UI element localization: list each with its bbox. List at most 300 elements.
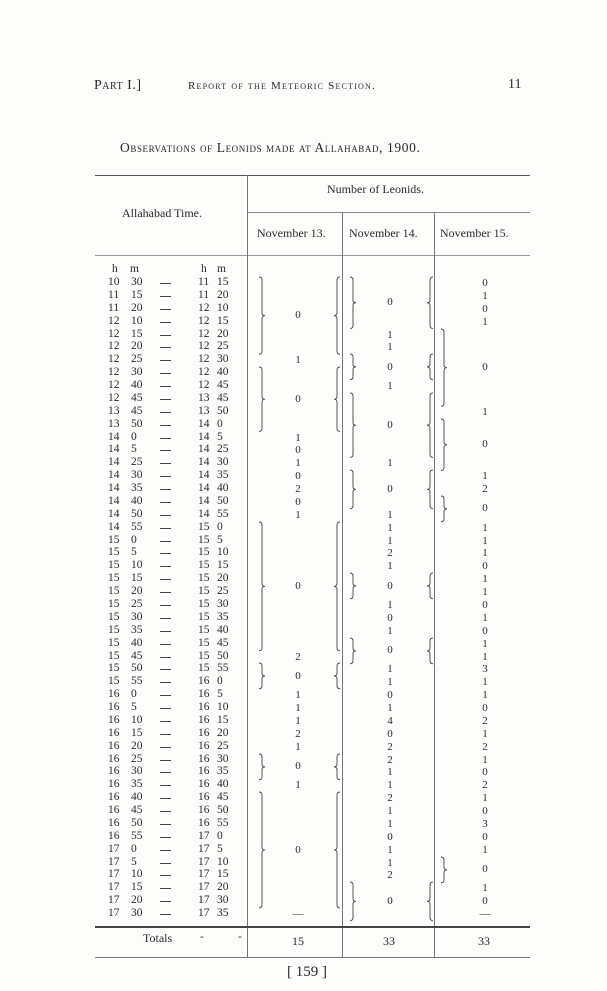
count-cell: 2 [387, 869, 393, 882]
count-cell: — [479, 908, 491, 921]
time-from-hour: 12 [108, 391, 120, 404]
totals-label: Totals [143, 931, 173, 945]
time-to-minute: 20 [217, 572, 229, 585]
brace-left-icon [349, 354, 357, 380]
time-from-hour: 12 [108, 340, 120, 353]
time-to-minute: 25 [217, 585, 229, 598]
count-cell: 1 [387, 779, 393, 792]
time-from-hour: 14 [108, 430, 120, 443]
time-dash [160, 695, 171, 696]
count-cell: 2 [387, 753, 393, 766]
count-cell: 1 [387, 341, 393, 354]
count-cell: 0 [482, 805, 488, 818]
count-cell: 1 [387, 560, 393, 573]
brace-left-icon [440, 496, 448, 522]
column-divider-13-14 [342, 212, 343, 957]
time-from-hour: 14 [108, 482, 120, 495]
time-to-minute: 25 [217, 739, 229, 752]
time-to-hour: 15 [198, 533, 210, 546]
unit-h-to: h [201, 263, 207, 275]
time-to-hour: 17 [198, 855, 210, 868]
time-from-hour: 10 [108, 276, 120, 288]
time-dash [160, 618, 171, 619]
count-cell: 1 [295, 689, 301, 702]
brace-right-icon [426, 573, 434, 599]
time-from-hour: 16 [108, 804, 120, 817]
count-cell: 0 [482, 766, 488, 779]
table-title: Observations of Leonids made at Allahabad, 1900. [120, 140, 421, 155]
time-dash [160, 863, 171, 864]
time-to-hour: 12 [198, 327, 210, 340]
count-cell: 0 [387, 360, 393, 373]
time-dash [160, 760, 171, 761]
header-time: Allahabad Time. [122, 206, 202, 220]
time-from-hour: 12 [108, 353, 120, 366]
count-cell: 1 [482, 289, 488, 302]
time-from-minute: 5 [131, 443, 137, 456]
time-from-hour: 17 [108, 868, 120, 881]
time-from-minute: 40 [131, 379, 143, 392]
time-from-minute: 45 [131, 804, 143, 817]
time-to-hour: 12 [198, 340, 210, 353]
header-group-rule [247, 212, 530, 213]
count-cell: 1 [387, 766, 393, 779]
time-from-hour: 17 [108, 855, 120, 868]
count-cell: 1 [482, 792, 488, 805]
time-from-minute: 30 [131, 276, 143, 288]
time-to-hour: 14 [198, 482, 210, 495]
brace-left-icon [349, 393, 357, 457]
time-to-hour: 16 [198, 726, 210, 739]
time-from-minute: 10 [131, 868, 143, 881]
time-to-hour: 15 [198, 585, 210, 598]
count-cell: 3 [482, 663, 488, 676]
time-to-minute: 10 [217, 301, 229, 314]
time-to-hour: 16 [198, 713, 210, 726]
brace-left-icon [349, 277, 357, 329]
count-cell: 0 [387, 895, 393, 908]
brace-right-icon [426, 638, 434, 664]
time-from-hour: 14 [108, 469, 120, 482]
time-to-hour: 15 [198, 649, 210, 662]
time-from-minute: 35 [131, 623, 143, 636]
count-cell: 0 [387, 579, 393, 592]
time-from-hour: 11 [108, 288, 120, 301]
time-to-hour: 16 [198, 778, 210, 791]
time-dash [160, 399, 171, 400]
time-to-minute: 15 [217, 868, 229, 881]
time-dash [160, 657, 171, 658]
time-dash [160, 875, 171, 876]
time-to-minute: 15 [217, 559, 229, 572]
time-to-hour: 13 [198, 391, 210, 404]
time-from-minute: 25 [131, 598, 143, 610]
time-to-minute: 30 [217, 752, 229, 765]
count-cell: 1 [387, 856, 393, 869]
count-cell: 0 [295, 495, 301, 508]
count-cell: 0 [482, 277, 488, 289]
time-from-hour: 16 [108, 739, 120, 752]
time-dash [160, 811, 171, 812]
time-to-minute: 15 [217, 314, 229, 327]
time-to-hour: 16 [198, 688, 210, 701]
time-dash [160, 283, 171, 284]
time-to-minute: 40 [217, 778, 229, 791]
totals-dash-2: - [238, 931, 242, 943]
header-bottom-rule [95, 255, 530, 256]
time-to-minute: 55 [217, 816, 229, 829]
brace-left-icon [258, 754, 266, 780]
count-cell: 2 [295, 727, 301, 740]
count-cell: 1 [387, 702, 393, 715]
time-from-hour: 14 [108, 494, 120, 507]
time-from-hour: 15 [108, 598, 120, 610]
time-to-minute: 45 [217, 379, 229, 392]
count-cell: 1 [482, 405, 488, 418]
time-to-minute: 20 [217, 288, 229, 301]
time-dash [160, 669, 171, 670]
time-from-minute: 30 [131, 366, 143, 379]
time-from-hour: 16 [108, 726, 120, 739]
count-cell: 1 [387, 817, 393, 830]
time-to-minute: 35 [217, 907, 229, 920]
time-to-minute: 10 [217, 701, 229, 714]
time-from-hour: 12 [108, 379, 120, 392]
brace-right-icon [333, 367, 341, 431]
time-to-hour: 15 [198, 610, 210, 623]
time-dash [160, 489, 171, 490]
time-to-minute: 5 [217, 430, 223, 443]
time-from-hour: 13 [108, 404, 120, 417]
unit-m-from: m [130, 263, 139, 275]
count-cell: 1 [482, 843, 488, 856]
time-from-hour: 15 [108, 610, 120, 623]
count-cell: 1 [295, 779, 301, 792]
folio: [ 159 ] [287, 964, 327, 980]
time-to-minute: 0 [217, 829, 223, 842]
time-from-hour: 14 [108, 456, 120, 469]
time-from-hour: 15 [108, 649, 120, 662]
time-dash [160, 566, 171, 567]
time-from-minute: 15 [131, 572, 143, 585]
time-to-hour: 17 [198, 881, 210, 894]
count-cell: 0 [295, 309, 301, 322]
brace-left-icon [349, 573, 357, 599]
time-from-hour: 15 [108, 623, 120, 636]
time-dash [160, 888, 171, 889]
time-dash [160, 785, 171, 786]
time-from-minute: 50 [131, 417, 143, 430]
count-cell: 0 [295, 669, 301, 682]
count-cell: 2 [482, 779, 488, 792]
time-from-hour: 17 [108, 894, 120, 907]
time-from-hour: 12 [108, 327, 120, 340]
time-to-minute: 0 [217, 675, 223, 688]
count-cell: 0 [387, 830, 393, 843]
time-to-minute: 15 [217, 713, 229, 726]
header-november-13: November 13. [257, 226, 326, 240]
count-cell: 0 [387, 689, 393, 702]
brace-left-icon [258, 277, 266, 354]
time-from-minute: 0 [131, 842, 137, 855]
count-cell: 0 [482, 560, 488, 573]
time-to-minute: 5 [217, 688, 223, 701]
time-from-hour: 16 [108, 778, 120, 791]
time-from-hour: 14 [108, 520, 120, 533]
time-to-minute: 25 [217, 443, 229, 456]
time-to-hour: 15 [198, 598, 210, 610]
time-to-hour: 11 [198, 288, 210, 301]
time-to-minute: 30 [217, 353, 229, 366]
time-from-minute: 40 [131, 636, 143, 649]
time-to-hour: 12 [198, 301, 210, 314]
time-from-minute: 50 [131, 816, 143, 829]
time-to-minute: 45 [217, 636, 229, 649]
time-dash [160, 541, 171, 542]
time-from-hour: 11 [108, 301, 120, 314]
time-from-minute: 50 [131, 507, 143, 520]
time-to-minute: 30 [217, 456, 229, 469]
time-from-minute: 5 [131, 546, 137, 559]
count-cell: 1 [387, 805, 393, 818]
time-to-minute: 40 [217, 482, 229, 495]
brace-right-icon [426, 277, 434, 329]
brace-left-icon [349, 638, 357, 664]
time-from-hour: 15 [108, 675, 120, 688]
time-to-minute: 55 [217, 507, 229, 520]
time-from-minute: 55 [131, 675, 143, 688]
count-cell: 0 [387, 611, 393, 624]
count-cell: 1 [482, 586, 488, 599]
time-from-minute: 0 [131, 533, 137, 546]
time-dash [160, 296, 171, 297]
time-from-hour: 13 [108, 417, 120, 430]
time-dash [160, 605, 171, 606]
count-cell: 1 [387, 534, 393, 547]
count-cell: 2 [482, 714, 488, 727]
time-dash [160, 386, 171, 387]
brace-left-icon [258, 522, 266, 651]
brace-right-icon [426, 354, 434, 380]
count-cell: 0 [295, 470, 301, 483]
time-to-minute: 35 [217, 610, 229, 623]
time-from-minute: 15 [131, 726, 143, 739]
time-to-hour: 15 [198, 572, 210, 585]
time-to-hour: 12 [198, 379, 210, 392]
time-to-minute: 0 [217, 520, 223, 533]
time-from-hour: 14 [108, 443, 120, 456]
count-cell: 2 [482, 740, 488, 753]
time-dash [160, 476, 171, 477]
count-cell: 1 [482, 753, 488, 766]
time-to-hour: 17 [198, 868, 210, 881]
time-to-minute: 5 [217, 842, 223, 855]
time-from-minute: 15 [131, 327, 143, 340]
time-to-hour: 14 [198, 417, 210, 430]
time-to-hour: 17 [198, 907, 210, 920]
time-from-minute: 40 [131, 494, 143, 507]
unit-m-to: m [217, 263, 226, 275]
count-cell: 0 [482, 895, 488, 908]
count-cell: 1 [482, 534, 488, 547]
time-to-hour: 14 [198, 443, 210, 456]
time-dash [160, 347, 171, 348]
time-dash [160, 798, 171, 799]
time-from-hour: 15 [108, 546, 120, 559]
time-from-minute: 20 [131, 894, 143, 907]
count-cell: 1 [387, 676, 393, 689]
time-from-hour: 16 [108, 701, 120, 714]
count-cell: 0 [482, 302, 488, 315]
time-to-minute: 10 [217, 855, 229, 868]
count-cell: 1 [482, 470, 488, 483]
brace-left-icon [258, 663, 266, 689]
time-dash [160, 772, 171, 773]
time-from-hour: 16 [108, 688, 120, 701]
time-from-minute: 50 [131, 662, 143, 675]
count-cell: 2 [387, 740, 393, 753]
count-cell: 1 [295, 431, 301, 444]
time-to-hour: 15 [198, 546, 210, 559]
count-cell: 0 [482, 624, 488, 637]
time-from-minute: 25 [131, 456, 143, 469]
brace-right-icon [333, 277, 341, 354]
time-to-minute: 40 [217, 623, 229, 636]
time-to-minute: 20 [217, 327, 229, 340]
count-cell: 1 [295, 714, 301, 727]
count-cell: 0 [482, 863, 488, 876]
time-to-hour: 12 [198, 314, 210, 327]
time-from-minute: 30 [131, 907, 143, 920]
time-from-minute: 35 [131, 778, 143, 791]
time-dash [160, 708, 171, 709]
time-dash [160, 631, 171, 632]
time-dash [160, 528, 171, 529]
brace-left-icon [349, 470, 357, 509]
count-cell: 2 [295, 650, 301, 663]
time-from-minute: 45 [131, 649, 143, 662]
time-dash [160, 553, 171, 554]
time-from-hour: 15 [108, 585, 120, 598]
time-from-minute: 20 [131, 301, 143, 314]
count-cell: 1 [482, 521, 488, 534]
time-to-hour: 16 [198, 791, 210, 804]
time-from-hour: 12 [108, 366, 120, 379]
time-to-hour: 15 [198, 520, 210, 533]
count-cell: 0 [295, 392, 301, 405]
time-from-minute: 15 [131, 288, 143, 301]
brace-left-icon [440, 329, 448, 406]
time-from-minute: 35 [131, 482, 143, 495]
brace-right-icon [333, 754, 341, 780]
count-cell: 0 [295, 444, 301, 457]
totals-dash-1: - [200, 931, 204, 943]
time-to-hour: 14 [198, 507, 210, 520]
time-to-minute: 30 [217, 598, 229, 610]
time-dash [160, 425, 171, 426]
time-to-hour: 15 [198, 623, 210, 636]
count-cell: 0 [482, 599, 488, 611]
count-cell: 4 [387, 714, 393, 727]
time-to-hour: 14 [198, 494, 210, 507]
time-dash [160, 322, 171, 323]
time-from-minute: 10 [131, 713, 143, 726]
time-from-minute: 30 [131, 610, 143, 623]
time-dash [160, 824, 171, 825]
time-from-minute: 0 [131, 430, 137, 443]
count-cell: 1 [387, 380, 393, 393]
time-dash [160, 644, 171, 645]
time-dash [160, 502, 171, 503]
count-cell: 1 [387, 663, 393, 676]
time-from-hour: 14 [108, 507, 120, 520]
time-from-minute: 25 [131, 353, 143, 366]
time-to-minute: 0 [217, 417, 223, 430]
count-cell: 1 [295, 740, 301, 753]
time-from-minute: 45 [131, 404, 143, 417]
time-from-minute: 10 [131, 314, 143, 327]
time-dash [160, 412, 171, 413]
time-to-minute: 35 [217, 469, 229, 482]
time-to-hour: 16 [198, 816, 210, 829]
time-from-hour: 15 [108, 533, 120, 546]
count-cell: 2 [295, 483, 301, 496]
count-cell: 1 [482, 573, 488, 586]
time-dash [160, 450, 171, 451]
time-from-hour: 17 [108, 842, 120, 855]
time-to-minute: 15 [217, 276, 229, 288]
time-dash [160, 747, 171, 748]
time-from-minute: 40 [131, 791, 143, 804]
time-to-hour: 14 [198, 430, 210, 443]
count-cell: 3 [482, 817, 488, 830]
time-from-hour: 15 [108, 572, 120, 585]
time-to-minute: 55 [217, 662, 229, 675]
count-cell: 0 [482, 438, 488, 450]
time-from-hour: 15 [108, 636, 120, 649]
time-to-minute: 35 [217, 765, 229, 778]
count-cell: 1 [295, 702, 301, 715]
time-from-minute: 25 [131, 752, 143, 765]
brace-right-icon [333, 522, 341, 651]
brace-left-icon [349, 882, 357, 921]
time-dash [160, 463, 171, 464]
time-from-minute: 20 [131, 739, 143, 752]
time-from-hour: 17 [108, 881, 120, 894]
time-dash [160, 592, 171, 593]
count-cell: 1 [387, 508, 393, 521]
count-cell: 2 [387, 792, 393, 805]
time-from-minute: 0 [131, 688, 137, 701]
time-dash [160, 850, 171, 851]
time-to-hour: 17 [198, 829, 210, 842]
count-cell: 0 [387, 296, 393, 309]
time-dash [160, 914, 171, 915]
time-to-minute: 20 [217, 881, 229, 894]
time-to-hour: 16 [198, 804, 210, 817]
time-from-hour: 16 [108, 816, 120, 829]
brace-right-icon [426, 393, 434, 457]
count-cell: 1 [482, 727, 488, 740]
time-from-hour: 17 [108, 907, 120, 920]
time-from-minute: 55 [131, 829, 143, 842]
time-dash [160, 901, 171, 902]
brace-left-icon [440, 857, 448, 883]
count-cell: 0 [482, 502, 488, 515]
time-dash [160, 335, 171, 336]
brace-right-icon [333, 663, 341, 689]
time-from-hour: 15 [108, 662, 120, 675]
